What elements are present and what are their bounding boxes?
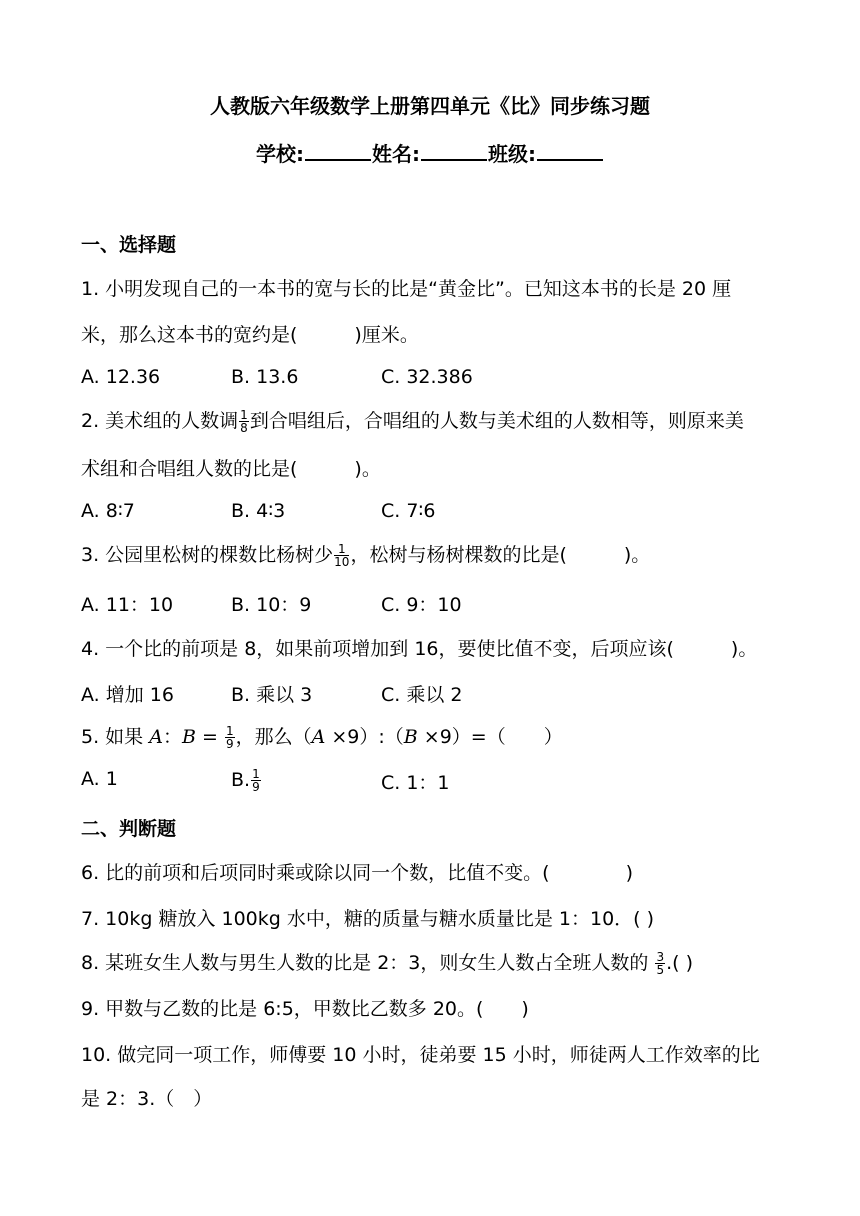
option-b[interactable]: B. 4∶3 (231, 500, 286, 522)
name-blank[interactable] (421, 141, 487, 161)
fraction-denominator: 10 (334, 555, 350, 569)
question-3-text-post: ，松树与杨树棵数的比是( )。 (350, 544, 651, 566)
question-3-text-pre: 3. 公园里松树的棵数比杨树少 (81, 544, 334, 566)
option-b[interactable] (231, 768, 262, 793)
question-10-line-1: 10. 做完同一项工作，师傅要 10 小时，徒弟要 15 小时，师徒两人工作效率的比 (81, 1044, 760, 1066)
fraction-numerator: 1 (240, 408, 248, 422)
option-a[interactable]: A. 8∶7 (81, 500, 135, 522)
school-blank[interactable] (305, 141, 371, 161)
variable-b: B (181, 726, 196, 748)
section-heading-judgment: 二、判断题 (81, 818, 177, 840)
option-b[interactable]: B. 乘以 3 (231, 684, 313, 706)
question-8 (81, 948, 693, 976)
option-b-label: B. (231, 769, 251, 791)
question-5-line-1 (81, 722, 563, 750)
fraction-one-tenth (334, 543, 349, 568)
name-label: 姓名: (372, 142, 420, 166)
ratio-colon: ： (162, 726, 182, 748)
option-a[interactable]: A. 11：10 (81, 594, 174, 616)
variable-a: A (311, 726, 326, 748)
question-9: 9. 甲数与乙数的比是 6:5，甲数比乙数多 20。( ) (81, 998, 529, 1020)
question-5-text-pre: 5. 如果 (81, 726, 150, 748)
question-10-line-2: 是 2：3.（ ） (81, 1088, 213, 1110)
option-a[interactable]: A. 1 (81, 768, 118, 790)
question-4-line-1: 4. 一个比的前项是 8，如果前项增加到 16，要使比值不变，后项应该( )。 (81, 638, 758, 660)
fraction-denominator: 9 (252, 780, 260, 794)
option-b[interactable]: B. 10：9 (231, 594, 312, 616)
question-2-line-2: 术组和合唱组人数的比是( )。 (81, 458, 381, 480)
question-1-line-2: 米，那么这本书的宽约是( )厘米。 (81, 324, 419, 346)
question-5-text-post: ，那么（ (235, 726, 312, 748)
option-c[interactable]: C. 9：10 (381, 594, 462, 616)
question-8-text-pre: 8. 某班女生人数与男生人数的比是 2：3，则女生人数占全班人数的 (81, 952, 655, 974)
question-3-line-1 (81, 540, 650, 568)
fraction-three-fifths (655, 951, 665, 976)
question-2-text-post: 到合唱组后，合唱组的人数与美术组的人数相等，则原来美 (249, 410, 744, 432)
fraction-denominator: 5 (656, 963, 665, 977)
question-5-text-mid: ×9）:（ (325, 726, 404, 748)
question-7: 7. 10kg 糖放入 100kg 水中，糖的质量与糖水质量比是 1：10．( ) (81, 908, 655, 930)
fraction-numerator: 1 (225, 724, 234, 738)
section-heading-choice: 一、选择题 (81, 234, 177, 256)
fraction-denominator: 9 (225, 737, 234, 751)
class-label: 班级: (488, 142, 536, 166)
question-8-text-post: .( ) (666, 952, 693, 974)
student-info-line (0, 138, 860, 167)
option-a[interactable]: A. 12.36 (81, 366, 161, 388)
question-6: 6. 比的前项和后项同时乘或除以同一个数，比值不变。( ) (81, 862, 633, 884)
option-b[interactable]: B. 13.6 (231, 366, 299, 388)
fraction-one-eighth (239, 409, 249, 434)
fraction-one-ninth (225, 725, 235, 750)
variable-a: A (149, 726, 163, 748)
fraction-one-ninth (251, 768, 261, 793)
fraction-numerator: 3 (656, 950, 665, 964)
option-c[interactable]: C. 乘以 2 (381, 684, 463, 706)
fraction-denominator: 8 (240, 421, 248, 435)
option-a[interactable]: A. 增加 16 (81, 684, 174, 706)
equals-sign: = (195, 726, 224, 748)
option-c[interactable]: C. 32.386 (381, 366, 473, 388)
fraction-numerator: 1 (334, 543, 349, 556)
question-2-text-pre: 2. 美术组的人数调 (81, 410, 239, 432)
school-label: 学校: (256, 142, 304, 166)
question-2-line-1 (81, 406, 744, 434)
class-blank[interactable] (537, 141, 603, 161)
page-title: 人教版六年级数学上册第四单元《比》同步练习题 (210, 94, 650, 118)
option-c[interactable]: C. 7∶6 (381, 500, 436, 522)
question-1-line-1: 1. 小明发现自己的一本书的宽与长的比是“黄金比”。已知这本书的长是 20 厘 (81, 278, 732, 300)
variable-b: B (403, 726, 418, 748)
fraction-numerator: 1 (252, 767, 260, 781)
question-5-text-end: ×9）=（ ） (417, 726, 563, 748)
option-c[interactable]: C. 1：1 (381, 772, 450, 794)
